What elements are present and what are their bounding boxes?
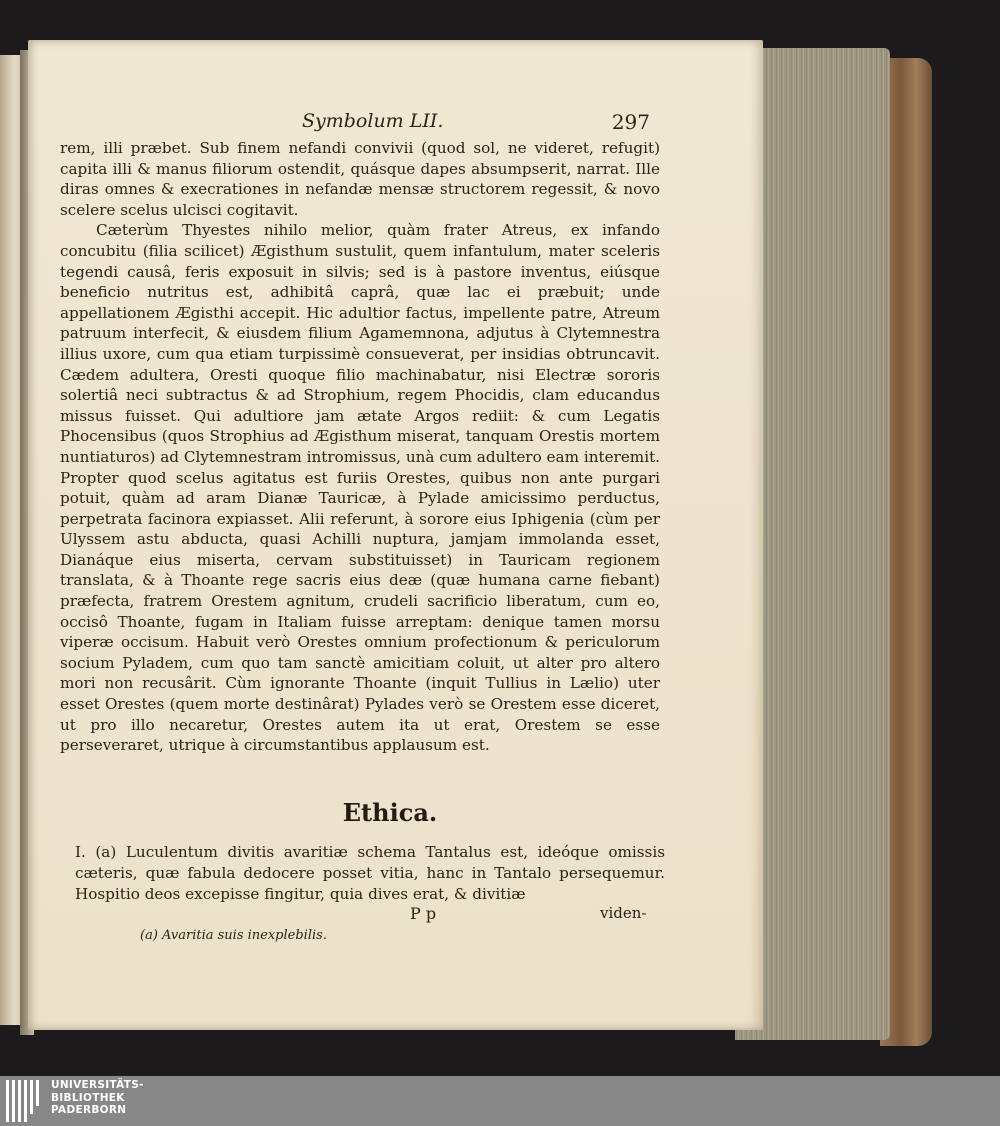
body-text xyxy=(60,138,660,756)
running-title: Symbolum LII. xyxy=(302,110,444,132)
catchword: viden- xyxy=(600,904,647,922)
section-heading: Ethica. xyxy=(342,798,438,827)
library-name xyxy=(51,1079,171,1117)
page-number: 297 xyxy=(611,110,650,134)
library-footer xyxy=(0,1076,1000,1126)
page-header xyxy=(290,110,650,140)
paragraph-thyestes: Cæterùm Thyestes nihilo melior, quàm frater Atreus, ex infando concubitu (filia scilicet) Ægisthum sustulit, quem infantulum, mater sceleris tegendi causâ, feris exposuit in silvis; sed is à pastore inventus, eiúsque beneficio nutritus est, adhibitâ caprâ, quæ lac ei præbuit; unde appellationem Ægisthi accepit. Hic adultior factus, impellente patre, Atreum patruum interfecit, & eiusdem filium Agamemnona, adjutus à Clytemnestra illius uxore, cum qua etiam turpissimè consueverat, per insidias obtruncavit. Cædem adultera, Oresti quoque filio machinabatur, nisi Electræ sororis solertiâ neci subtractus & ad Strophium, regem Phocidis, clam educandus missus fuisset. Qui adultiore jam ætate Argos rediit: & cum Legatis Phocensibus (quos Strophius ad Ægisthum miserat, tanquam Orestis mortem nuntiaturos) ad Clytemnestram intromissus, unà cum adultero eam interemit. Propter quod scelus agitatus est furiis Orestes, quibus non ante purgari potuit, quàm ad aram Dianæ Tauricæ, à Pylade amicissimo perductus, perpetrata facinora expiasset. Alii referunt, à sorore eius Iphigenia (cùm per Ulyssem astu abducta, quasi Achilli nuptura, jamjam immolanda esset, Dianáque eius miserta, cervam substituisset) in Tauricam regionem translata, & à Thoante rege sacris eius deæ (quæ humana carne fiebant) præfecta, fratrem Orestem agnitum, crudeli sacrificio liberatum, cum eo, occisô Thoante, fugam in Italiam fuisse arreptam: denique tamen morsu viperæ occisum. Habuit verò Orestes omnium profectionum & periculorum socium Pyladem, cum quo tam sanctè amicitiam coluit, ut alter pro altero mori non recusârit. Cùm ignorante Thoante (inquit Tullius in Lælio) uter esset Orestes (quem morte destinârat) Pylades verò se Orestem esse diceret, ut pro illo necaretur, Orestes autem ita ut erat, Orestem se esse perseveraret, utrique à circumstantibus applausum est. xyxy=(60,221,660,755)
signature-mark: P p xyxy=(410,904,437,923)
library-name-line3: PADERBORN xyxy=(51,1104,127,1116)
library-name-line1: UNIVERSITÄTS- xyxy=(51,1079,144,1091)
library-name-line2: BIBLIOTHEK xyxy=(51,1091,125,1104)
library-logo-icon xyxy=(4,1076,46,1126)
paragraph-continuation: rem, illi præbet. Sub finem nefandi convivii (quod sol, ne videret, refugit) capita illi & manus filiorum ostendit, quásque dapes absumpserit, narrat. Ille diras omnes & execrationes in nefandæ mensæ structorem regessit, & novo scelere scelus ulcisci cogitavit. xyxy=(60,139,660,219)
ethica-paragraph: I. (a) Luculentum divitis avaritiæ schema Tantalus est, ideóque omissis cæteris, quæ fabula dedocere posset vitia, hanc in Tantalo persequemur. Hospitio deos excepisse fingitur, quia dives erat, & divitiæ xyxy=(75,843,665,903)
footnote: (a) Avaritia suis inexplebilis. xyxy=(140,928,327,943)
